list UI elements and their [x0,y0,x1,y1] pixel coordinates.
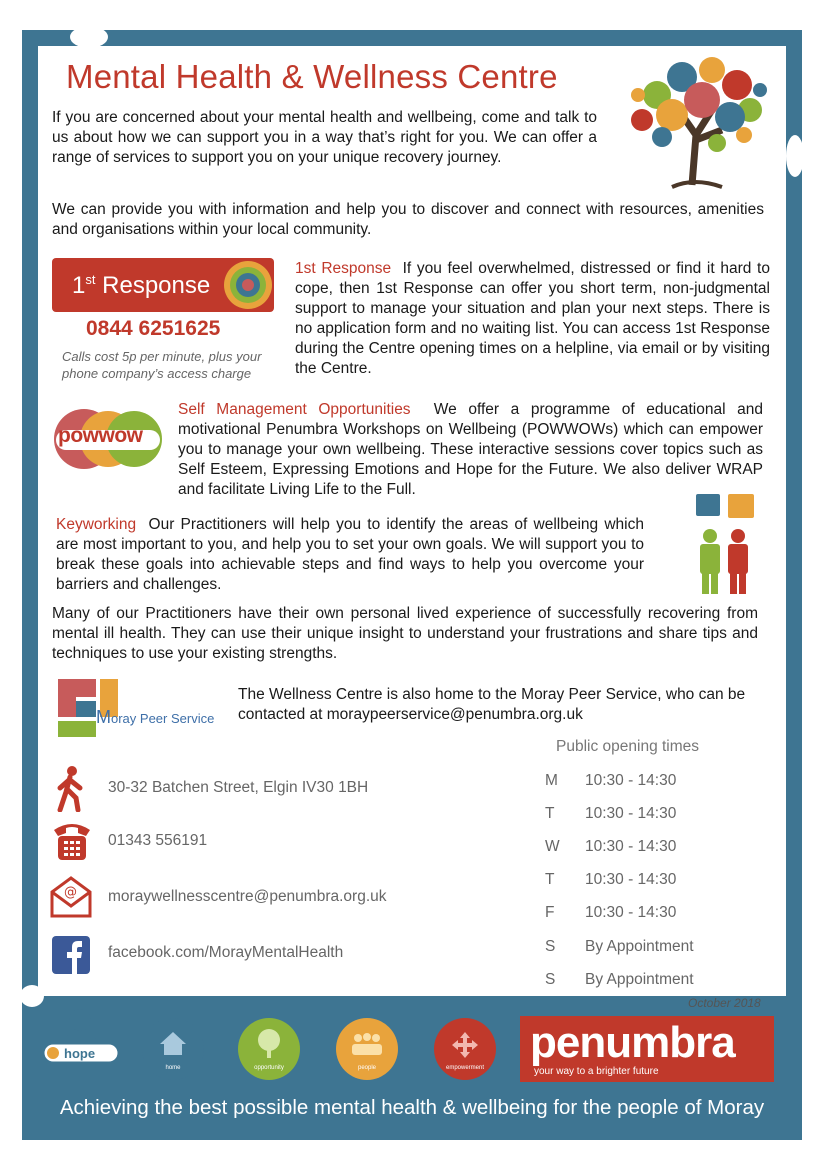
first-response-body: If you feel overwhelmed, distressed or find it hard to cope, then 1st Response can offer you short term, non-judgmental support to manage your situation and plan your next steps. There is no application form and no waiting list. You can access 1st Response during the Centre opening times on a helpline, via email or by visiting the Centre. [295,260,770,377]
moray-peer-service-logo-text: Moray Peer Service [96,707,215,727]
page-title: Mental Health & Wellness Centre [66,58,558,95]
self-management-heading: Self Management Opportunities [178,401,411,418]
opening-row: T 10:30 - 14:30 [545,871,677,888]
email-icon [50,876,92,918]
frame-notch [20,985,44,1007]
first-response-phone[interactable]: 0844 6251625 [86,317,221,340]
opening-row: S By Appointment [545,971,694,988]
frame-notch [70,26,108,48]
telephone-icon [52,820,92,862]
powwow-logo-text: powwow [58,424,143,447]
home-badge: home [142,1018,204,1080]
footer-slogan: Achieving the best possible mental health & wellbeing for the people of Moray [59,1096,765,1119]
practitioners-paragraph: Many of our Practitioners have their own personal lived experience of successfully recovering from mental ill health. They can use their unique insight to understand your frustrations and share tips and techniques to use your existing strengths. [52,605,758,662]
opportunity-badge: opportunity [238,1018,300,1080]
call-cost-note: Calls cost 5p per minute, plus your phone company’s access charge [62,349,262,381]
peer-service-paragraph: The Wellness Centre is also home to the Moray Peer Service, who can be contacted at moraypeerservice@penumbra.org.uk [238,686,746,723]
email-link[interactable]: moraywellnesscentre@penumbra.org.uk [108,888,387,905]
keyworking-heading: Keyworking [56,516,137,533]
resources-paragraph: We can provide you with information and help you to discover and connect with resources, amenities and organisations within your local community. [52,201,764,238]
people-badge: people [336,1018,398,1080]
frame-notch [786,135,804,177]
two-people-talking-icon [692,492,758,596]
opening-row: T 10:30 - 14:30 [545,805,677,822]
swirl-icon [214,258,274,312]
opening-row: S By Appointment [545,938,694,955]
keyworking-paragraph [56,515,644,595]
house-icon [158,1030,188,1056]
keyworking-body: Our Practitioners will help you to identify the areas of wellbeing which are most important to you, and help you to set your own goals. We will support you to break these goals into achievable steps and find ways to help you overcome your barriers and challenges. [56,516,644,593]
phone-text[interactable]: 01343 556191 [108,832,208,849]
svg-text:@: @ [64,885,77,900]
facebook-icon [52,936,90,974]
opening-times-title: Public opening times [556,738,700,755]
facebook-link[interactable]: facebook.com/MorayMentalHealth [108,944,344,961]
opening-row: W 10:30 - 14:30 [545,838,677,855]
self-management-paragraph [178,400,763,500]
tree-icon [622,55,772,190]
first-response-heading: 1st Response [295,260,392,277]
penumbra-logo: penumbra your way to a brighter future [520,1016,774,1082]
group-icon [350,1032,384,1056]
intro-paragraph: If you are concerned about your mental health and wellbeing, come and talk to us about how we can support you in a way that’s right for you. We can offer a range of services to support you on your unique recovery journey. [52,109,597,166]
arrows-icon [450,1030,480,1060]
date-label: October 2018 [688,996,761,1010]
walking-person-icon [56,766,86,812]
tree-small-icon [254,1028,284,1058]
opening-row: M 10:30 - 14:30 [545,772,677,789]
empowerment-badge: empowerment [434,1018,496,1080]
self-management-body: We offer a programme of educational and motivational Penumbra Workshops on Wellbeing (POWWOWs) which can empower you to manage your own wellbeing. These interactive sessions cover topics such as Self Esteem, Expressing Emotions and Hope for the Future. We also deliver WRAP and facilitate Living Life to the Full. [178,401,763,498]
hope-logo-text: hope [64,1046,96,1061]
first-response-logo: 1st Response [52,258,274,312]
first-response-paragraph [295,259,770,379]
opening-row: F 10:30 - 14:30 [545,904,677,921]
address-text: 30-32 Batchen Street, Elgin IV30 1BH [108,779,369,796]
